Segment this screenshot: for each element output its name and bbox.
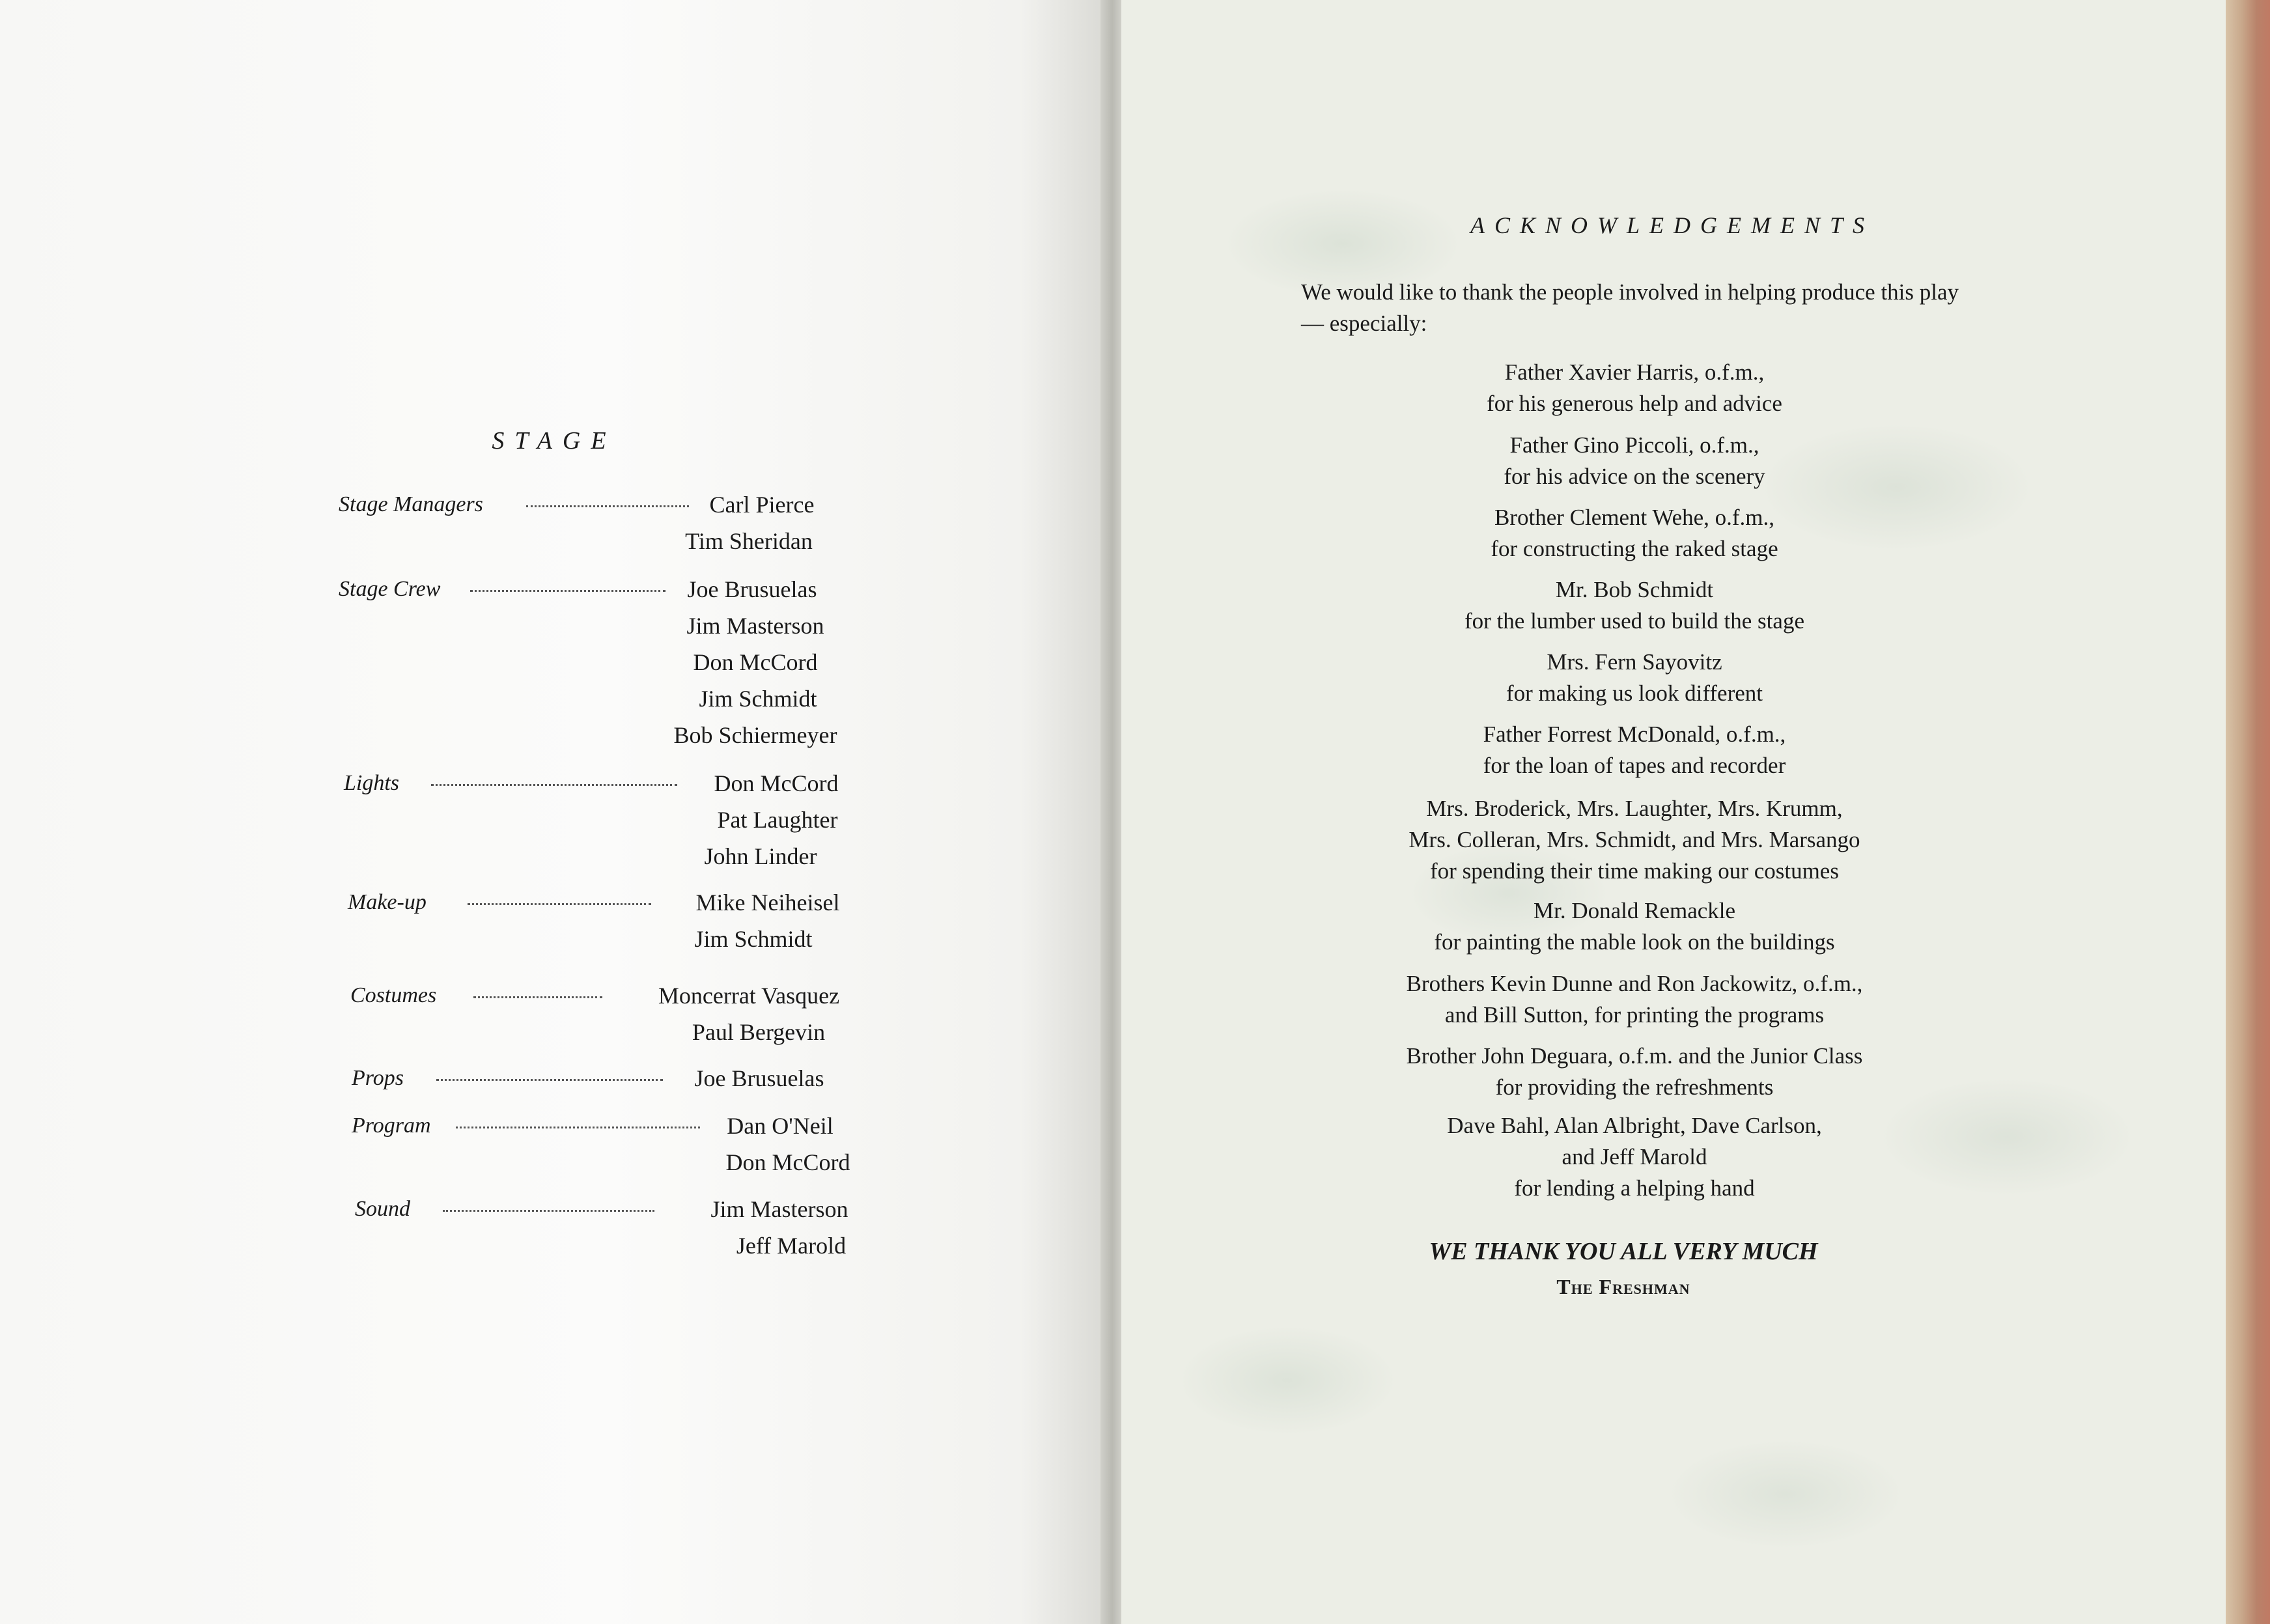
acknowledgements-intro: We would like to thank the people involved in helping produce this play — especially: <box>1301 279 1959 336</box>
crew-role: Make-up <box>348 890 427 914</box>
dot-leader <box>470 590 666 592</box>
crew-row <box>0 609 1108 642</box>
crew-row <box>0 719 1108 751</box>
acknowledgement-line: Dave Bahl, Alan Albright, Dave Carlson, <box>1447 1113 1822 1138</box>
crew-row <box>0 1062 1108 1095</box>
acknowledgement-entry <box>1302 357 1967 419</box>
crew-row <box>0 1193 1108 1225</box>
crew-name: Joe Brusuelas <box>694 1065 824 1091</box>
crew-name: Moncerrat Vasquez <box>658 983 840 1009</box>
acknowledgement-entry <box>1302 1041 1967 1103</box>
crew-row <box>0 804 1108 836</box>
crew-row <box>0 525 1108 557</box>
acknowledgement-entry <box>1302 647 1967 709</box>
dot-leader <box>431 784 677 786</box>
acknowledgement-entry <box>1302 502 1967 565</box>
acknowledgement-line: Father Xavier Harris, o.f.m., <box>1504 359 1765 385</box>
crew-role: Sound <box>355 1197 410 1221</box>
acknowledgement-line: and Bill Sutton, for printing the programs <box>1444 1002 1825 1028</box>
dot-leader <box>456 1127 700 1128</box>
acknowledgement-line: Father Gino Piccoli, o.f.m., <box>1509 432 1759 458</box>
crew-name: Jim Masterson <box>710 1196 848 1222</box>
crew-role: Costumes <box>350 983 437 1007</box>
crew-name: Jeff Marold <box>736 1233 847 1259</box>
acknowledgement-line: for spending their time making our costumes <box>1430 858 1839 884</box>
acknowledgement-line: Mr. Donald Remackle <box>1533 898 1736 923</box>
crew-role: Program <box>352 1113 431 1138</box>
crew-name: Pat Laughter <box>717 807 838 833</box>
crew-row <box>0 646 1108 679</box>
acknowledgement-line: Mr. Bob Schmidt <box>1555 577 1714 602</box>
acknowledgement-entry <box>1302 1110 1967 1204</box>
acknowledgement-line: and Jeff Marold <box>1562 1144 1707 1169</box>
crew-row <box>0 979 1108 1012</box>
acknowledgement-entry <box>1302 430 1967 492</box>
acknowledgement-line: for his generous help and advice <box>1487 391 1782 416</box>
acknowledgement-line: Brother John Deguara, o.f.m. and the Junior Class <box>1406 1043 1863 1069</box>
crew-name: Don McCord <box>714 770 839 796</box>
cover-edge <box>2226 0 2270 1624</box>
crew-name: Jim Schmidt <box>699 686 817 712</box>
thank-you-line: WE THANK YOU ALL VERY MUCH <box>1429 1238 1818 1265</box>
acknowledgement-line: Brothers Kevin Dunne and Ron Jackowitz, o.f.m., <box>1406 971 1863 996</box>
dot-leader <box>473 996 602 998</box>
acknowledgement-line: for his advice on the scenery <box>1504 464 1765 489</box>
crew-name: Jim Schmidt <box>694 926 813 952</box>
crew-name: Carl Pierce <box>709 492 815 518</box>
dot-leader <box>443 1210 654 1212</box>
acknowledgement-line: for providing the refreshments <box>1495 1074 1774 1100</box>
acknowledgement-line: for the lumber used to build the stage <box>1464 608 1804 634</box>
crew-name: Joe Brusuelas <box>687 576 817 602</box>
acknowledgement-line: for making us look different <box>1506 680 1763 706</box>
crew-name: Don McCord <box>693 649 818 675</box>
acknowledgement-entry <box>1302 719 1967 781</box>
acknowledgements-title: ACKNOWLEDGEMENTS <box>1470 212 1875 238</box>
acknowledgement-line: Father Forrest McDonald, o.f.m., <box>1483 721 1786 747</box>
crew-row <box>0 1229 1108 1262</box>
crew-name: Bob Schiermeyer <box>673 722 837 748</box>
acknowledgement-line: Mrs. Fern Sayovitz <box>1547 649 1722 675</box>
acknowledgement-entry <box>1302 793 1967 887</box>
crew-row <box>0 923 1108 955</box>
acknowledgement-line: Brother Clement Wehe, o.f.m., <box>1494 505 1775 530</box>
crew-row <box>0 840 1108 873</box>
crew-role: Stage Managers <box>339 492 483 516</box>
crew-row <box>0 1016 1108 1048</box>
crew-row <box>0 573 1108 606</box>
crew-name: Dan O'Neil <box>727 1113 834 1139</box>
crew-role: Stage Crew <box>339 577 441 601</box>
crew-row <box>0 886 1108 919</box>
acknowledgement-line: for painting the mable look on the buildings <box>1434 929 1835 955</box>
crew-name: Mike Neiheisel <box>695 889 840 916</box>
acknowledgement-entry <box>1302 574 1967 637</box>
acknowledgement-line: for lending a helping hand <box>1514 1175 1755 1201</box>
dot-leader <box>468 903 651 905</box>
dot-leader <box>436 1079 663 1081</box>
acknowledgement-entry <box>1302 968 1967 1031</box>
signature: The Freshman <box>1556 1275 1690 1298</box>
crew-row <box>0 1146 1108 1179</box>
dot-leader <box>526 505 689 507</box>
stage-title: STAGE <box>492 427 617 455</box>
crew-row <box>0 767 1108 800</box>
crew-name: John Linder <box>704 843 817 869</box>
crew-name: Paul Bergevin <box>692 1019 826 1045</box>
crew-row <box>0 1110 1108 1142</box>
crew-row <box>0 488 1108 521</box>
crew-name: Don McCord <box>725 1149 850 1175</box>
acknowledgement-entry <box>1302 895 1967 958</box>
acknowledgement-line: Mrs. Colleran, Mrs. Schmidt, and Mrs. Marsango <box>1408 827 1860 852</box>
acknowledgement-line: Mrs. Broderick, Mrs. Laughter, Mrs. Krumm, <box>1426 796 1843 821</box>
crew-name: Tim Sheridan <box>685 528 813 554</box>
crew-row <box>0 682 1108 715</box>
crew-role: Props <box>352 1066 404 1090</box>
crew-name: Jim Masterson <box>686 613 824 639</box>
acknowledgement-line: for constructing the raked stage <box>1491 536 1778 561</box>
crew-role: Lights <box>344 771 400 795</box>
acknowledgement-line: for the loan of tapes and recorder <box>1483 753 1786 778</box>
